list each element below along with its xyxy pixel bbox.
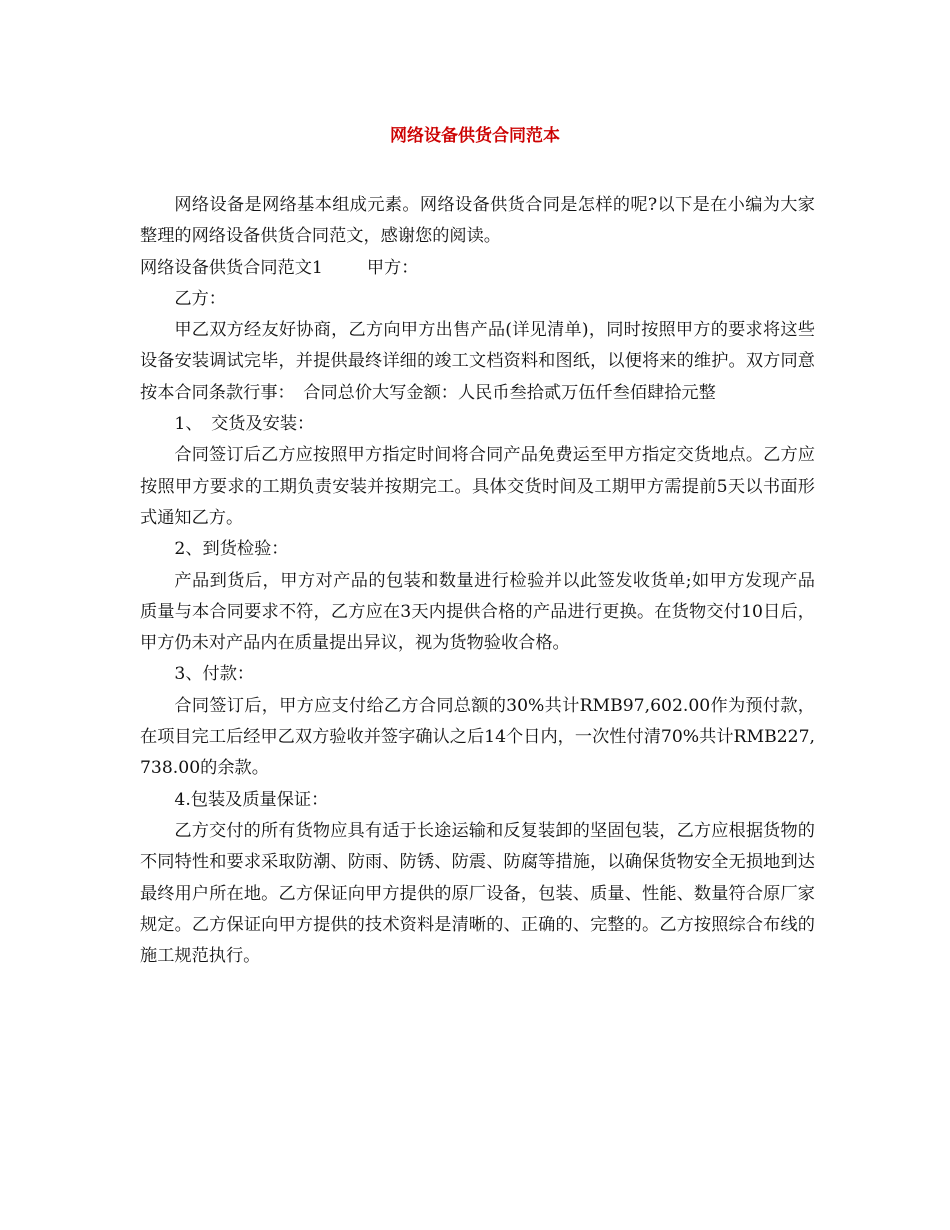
document-body xyxy=(140,190,815,972)
document-title: 网络设备供货合同范本 xyxy=(390,126,560,146)
preamble-paragraph: 甲乙双方经友好协商，乙方向甲方出售产品(详见清单)，同时按照甲方的要求将这些设备安装调试完毕，并提供最终详细的竣工文档资料和图纸，以便将来的维护。双方同意按本合同条款行事： 合同总价大写金额：人民币叁拾贰万伍仟叁佰肆拾元整 xyxy=(140,320,815,403)
section-3-heading: 3、付款： xyxy=(174,664,255,685)
intro-paragraph: 网络设备是网络基本组成元素。网络设备供货合同是怎样的呢?以下是在小编为大家整理的网络设备供货合同范文，感谢您的阅读。 xyxy=(140,195,815,247)
party-b-label: 乙方： xyxy=(174,288,226,309)
section-1-text: 合同签订后乙方应按照甲方指定时间将合同产品免费运至甲方指定交货地点。乙方应按照甲方要求的工期负责安装并按期完工。具体交货时间及工期甲方需提前5天以书面形式通知乙方。 xyxy=(140,445,815,528)
section-2-text: 产品到货后，甲方对产品的包装和数量进行检验并以此签发收货单;如甲方发现产品质量与本合同要求不符，乙方应在3天内提供合格的产品进行更换。在货物交付10日后，甲方仍未对产品内在质量提出异议，视为货物验收合格。 xyxy=(140,570,815,654)
section-1-heading: 1、 交货及安装： xyxy=(174,414,315,435)
sample-heading-line xyxy=(140,253,815,284)
section-3-text: 合同签订后，甲方应支付给乙方合同总额的30%共计RMB97,602.00作为预付款，在项目完工后经甲乙双方验收并签字确认之后14个日内，一次性付清70%共计RMB227,738.00的余款。 xyxy=(140,695,815,779)
section-4-heading: 4.包装及质量保证： xyxy=(174,789,329,810)
section-4-text: 乙方交付的所有货物应具有适于长途运输和反复装卸的坚固包装，乙方应根据货物的不同特性和要求采取防潮、防雨、防锈、防震、防腐等措施，以确保货物安全无损地到达最终用户所在地。乙方保证向甲方提供的原厂设备，包装、质量、性能、数量符合原厂家规定。乙方保证向甲方提供的技术资料是清晰的、正确的、完整的。乙方按照综合布线的施工规范执行。 xyxy=(140,820,815,967)
sample-heading: 网络设备供货合同范文1 xyxy=(140,257,323,278)
section-2-heading: 2、到货检验： xyxy=(174,539,289,560)
party-a-label: 甲方： xyxy=(366,257,419,278)
